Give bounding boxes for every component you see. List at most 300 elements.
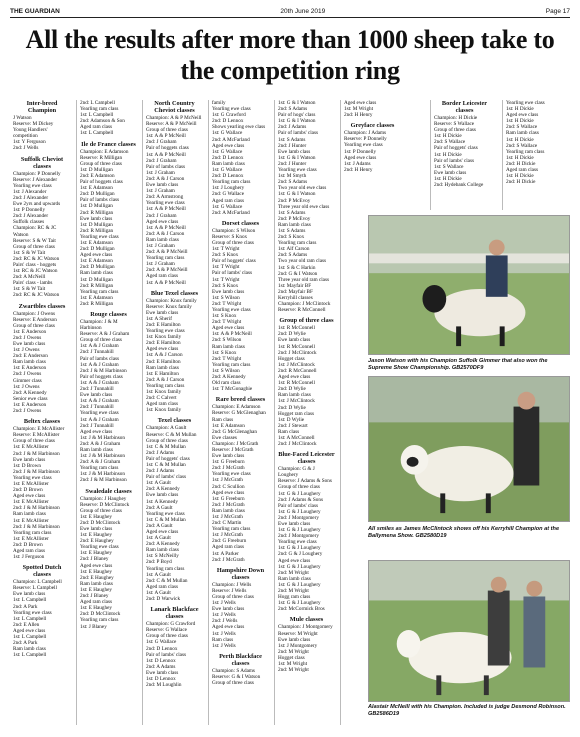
result-line: Group of three class xyxy=(146,437,188,444)
result-line: Hogget class xyxy=(278,355,305,362)
result-line: Aged ram class xyxy=(506,167,538,174)
result-line: 2nd: J Montgomery xyxy=(278,514,319,521)
result-line: 1st: E McAllister xyxy=(13,535,49,542)
result-line: Yearling ewe class xyxy=(80,410,119,417)
result-line: Aged ewe class xyxy=(80,562,113,569)
result-line: Pairs' class - lambs xyxy=(13,280,53,287)
result-line: 2nd: G McGlenaghan xyxy=(212,428,257,435)
section-title: Mule classes xyxy=(289,616,324,624)
result-line: 1st: E Haughey xyxy=(80,532,112,539)
result-line: Yearling ram class xyxy=(146,382,185,389)
result-line: 2nd: J & M Harbinson xyxy=(13,505,60,512)
result-line: Reserve: J McGrath xyxy=(212,446,254,453)
result-line: Yearling ram class xyxy=(80,288,119,295)
result-line: Yearling ram class xyxy=(146,565,185,572)
result-line: 1st: A & P McNeill xyxy=(146,279,186,286)
result-line: J Watson xyxy=(13,115,32,121)
result-line: 2nd: G & J Loughery xyxy=(278,551,323,558)
result-line: Reserve: J Adams & Sons xyxy=(278,478,332,485)
result-line: 1st: A Gault xyxy=(146,535,171,542)
results-column-7 xyxy=(430,100,498,210)
result-line: Pair of hoggets' class xyxy=(146,455,190,462)
result-line: 1st: J Wells xyxy=(212,630,236,637)
result-line: Ewe lamb class xyxy=(146,669,179,676)
result-line: 2nd: J Owens xyxy=(13,408,42,415)
result-line: Pair of hogs' class xyxy=(278,112,316,119)
result-line: 2nd: J McGrath xyxy=(212,501,245,508)
result-line: Yearling ram class xyxy=(212,526,251,533)
result-line: 1st: E Haughey xyxy=(80,550,112,557)
result-line: 1st: A & P McNeill xyxy=(146,133,186,140)
result-line: 2nd: D Lennox xyxy=(212,154,244,161)
result-line: 2nd: D McClintock xyxy=(80,611,121,618)
result-line: 1st: G Wallace xyxy=(212,148,243,155)
result-line: 1st: S Knox xyxy=(212,313,237,320)
result-line: 2nd: Mayfair BF xyxy=(278,288,313,295)
result-line: 2nd: R Milligan xyxy=(80,227,114,234)
result-line: Yearling ram class xyxy=(80,617,119,624)
result-line: 1st: J Graham xyxy=(146,188,175,195)
result-line: 1st: J Wells xyxy=(212,600,236,607)
result-line: 1st: RC & JC Watson xyxy=(13,268,58,275)
result-line: 1st: H Dickie xyxy=(506,118,534,125)
result-line: 2nd: D Wylie xyxy=(278,404,306,411)
result-line: 2nd: A Kennedy xyxy=(13,389,47,396)
result-line: Group of three class xyxy=(212,239,254,246)
result-line: 2nd: RC & JC Watson xyxy=(13,255,60,262)
result-line: Reserve: G McGlenaghan xyxy=(212,410,266,417)
result-line: 2nd: R Milligan xyxy=(80,300,114,307)
result-line: 1st: H Dickie xyxy=(434,175,462,182)
result-line: 2nd: P McEvoy xyxy=(278,197,311,204)
result-line: 2nd: E Hamilton xyxy=(146,322,181,328)
result-line: Champion: E Adamson xyxy=(212,404,261,411)
result-line: Ewe lamb class xyxy=(13,341,46,347)
result-line: Group of three class xyxy=(146,633,188,640)
result-line: 1st: J Owens xyxy=(13,347,40,354)
result-line: 1st: S McNeilly xyxy=(146,553,179,560)
result-line: 1st: G Wallace xyxy=(212,167,243,174)
result-line: Champion: J McClintock xyxy=(278,301,331,308)
result-line: 2nd: E Allen xyxy=(13,621,40,628)
result-line: 1st: A & J Graham xyxy=(80,343,119,350)
result-line: Ewe 2yrs and upwards xyxy=(13,201,61,208)
result-line: 1st: E Adamson xyxy=(80,185,113,192)
result-line: 2nd: J & M Harbinson xyxy=(13,468,60,475)
result-line: Aged ram class xyxy=(146,401,178,408)
section-title: Suffolk Cheviot classes xyxy=(20,155,64,170)
result-line: Ewe lamb class xyxy=(146,492,179,499)
results-column-5 xyxy=(274,100,338,725)
result-line: 2nd: J McGrath xyxy=(212,556,245,563)
result-line: Champion: E McAllister xyxy=(13,426,65,433)
result-line: 1st: A Gault xyxy=(146,589,171,596)
result-line: 2nd: J Tunnahill xyxy=(80,422,114,429)
result-line: Ram lamb class xyxy=(13,511,46,518)
result-line: 2nd: C Calvert xyxy=(146,395,177,402)
result-line: Group of three class xyxy=(146,127,188,134)
result-line: Yearling ewe class xyxy=(146,328,185,335)
result-line: 2nd: S Adams xyxy=(278,179,308,186)
result-line: 1st: H Dickie xyxy=(506,136,534,143)
result-line: 1st: S & W Tait xyxy=(13,249,46,256)
section-title: Beltex classes xyxy=(23,418,61,426)
section-title: Rare breed classes xyxy=(215,396,266,404)
result-line: Pair of lambs' class xyxy=(278,502,318,509)
section-title: Perth Blackface classes xyxy=(219,652,262,667)
result-line: Aged ram class xyxy=(80,599,112,606)
result-line: Yearling ewe class xyxy=(344,142,383,149)
result-line: 1st: T Wright xyxy=(212,276,240,283)
result-line: 1st: D Mulligan xyxy=(80,221,113,228)
result-line: 1st: L Campbell xyxy=(13,652,47,659)
section-title: Inter-breed Champion xyxy=(26,100,58,114)
photo-kerryhill-champion xyxy=(368,376,570,522)
result-line: 1st: D Mulligan xyxy=(80,203,113,210)
result-line: Aged ewe class xyxy=(146,529,179,535)
result-line: 2nd: L Campbell xyxy=(80,100,115,106)
result-line: 1st: G & J Loughery xyxy=(278,490,321,497)
result-line: 1st: G & J Loughery xyxy=(278,527,321,534)
result-line: Yearling ram class xyxy=(80,465,119,472)
result-line: Pair of lambs' class xyxy=(278,130,318,137)
result-line: Suffolk classes xyxy=(13,219,45,226)
result-line: 1st: A & P McNeill xyxy=(146,224,186,231)
result-line: Reserve: S Wallace xyxy=(434,121,475,128)
issue-date: 20th June 2019 xyxy=(280,8,326,15)
result-line: Champion: J Adams xyxy=(344,130,387,137)
result-line: 2nd: J Tunnahill xyxy=(80,404,114,411)
result-line: 2nd: S Adams xyxy=(278,106,308,113)
result-line: Group of three class xyxy=(80,507,122,514)
result-line: 2nd: J McGrath xyxy=(212,465,245,472)
result-line: 1st: T McGonaghie xyxy=(212,386,253,393)
result-line: 1st: J Wells xyxy=(212,612,236,619)
result-line: 2nd: J Montgomery xyxy=(278,533,319,540)
result-line: Aged ewe class xyxy=(13,627,46,634)
result-line: 1st: H Dickie xyxy=(506,173,534,180)
result-line: 2nd: T Wright xyxy=(212,355,242,362)
result-line: 2nd: A & J Carson xyxy=(146,230,185,237)
result-line: 1st: E Adamson xyxy=(80,239,113,246)
result-line: 2nd: E Haughey xyxy=(80,574,114,581)
result-line: 2nd: J Wells xyxy=(13,145,39,152)
photo-north-country-cheviot-champion xyxy=(368,560,570,702)
caption-suffolk-champion: Jason Watson with his Champion Suffolk Gimmer that also won the Supreme Show Championship. GB2570DF9 xyxy=(368,358,548,371)
result-line: 2nd: E Anderson xyxy=(13,353,48,360)
result-line: 1st: A & P McNeill xyxy=(212,331,252,338)
result-line: 2nd: J Wells xyxy=(212,618,238,625)
result-line: 2nd: S Knox xyxy=(212,252,239,259)
result-line: Group of three class xyxy=(13,243,55,250)
result-line: 1st: S Wallace xyxy=(434,163,464,170)
result-line: 1st: H Dickie xyxy=(506,154,534,161)
result-line: 1st: D Wylie xyxy=(278,416,305,423)
result-line: Group of three class xyxy=(212,593,254,600)
result-line: 2nd: E Adamson xyxy=(80,172,115,179)
result-line: 1st: J Loughery xyxy=(212,185,245,192)
result-line: 2nd: R McConnell xyxy=(278,367,317,374)
result-line: 2nd: A Kennedy xyxy=(212,374,246,381)
result-line: Ewe lamb class xyxy=(13,591,46,598)
result-line: Ram lamb class xyxy=(80,446,113,453)
result-line: 1st: A Parker xyxy=(212,550,239,557)
result-line: 2nd: S Wallace xyxy=(506,142,538,149)
result-line: 1st: S Wilson xyxy=(212,294,240,301)
section-title: Rouge classes xyxy=(90,311,127,318)
result-line: Yearling ewe class xyxy=(212,471,251,478)
result-line: 1st: A Gault xyxy=(146,480,171,487)
result-line: Champion: P Donnelly xyxy=(13,170,61,177)
result-line: Yearling ram class xyxy=(212,179,251,186)
section-title: Spotted Dutch classes xyxy=(22,564,62,579)
result-line: 1st: M Wright xyxy=(344,106,374,113)
result-line: 2nd: T Wright xyxy=(212,319,242,326)
result-line: 2nd: A & J Graham xyxy=(80,459,121,466)
result-line: 1st: G Freeburn xyxy=(212,495,245,502)
headline: All the results after more than 1000 sheep take to the competition ring xyxy=(25,25,555,85)
result-line: Aged ewe class xyxy=(506,112,539,119)
result-line: 1st: E Adamson xyxy=(212,422,245,429)
result-line: Champion: A Gault xyxy=(146,425,187,432)
section-title: Hampshire Down classes xyxy=(216,566,265,581)
results-column-4 xyxy=(208,100,272,725)
result-line: 1st: J Graham xyxy=(146,261,175,268)
result-line: Kerryhill classes xyxy=(278,295,313,301)
result-line: Champion: RC & JC Watson xyxy=(13,225,57,238)
result-line: 2nd: A & P McNeill xyxy=(146,267,188,274)
result-line: 2nd: C Scullion xyxy=(212,483,245,490)
result-line: 1st: J McClintock xyxy=(278,398,315,405)
result-line: Reserve: S Knox xyxy=(212,233,248,240)
result-line: 1st: H Dickie xyxy=(434,151,462,158)
result-line: 1st: G Wallace xyxy=(212,203,243,210)
result-line: 2nd: J & M Harbinson xyxy=(13,450,60,457)
result-line: Pair of lambs' class xyxy=(146,474,186,481)
result-line: 1st: L Campbell xyxy=(13,597,47,604)
result-line: 1st: J McClintock xyxy=(278,361,315,368)
result-line: 2nd: J Alexander xyxy=(13,213,49,220)
result-line: 1st: L Campbell xyxy=(13,634,47,641)
result-line: 2nd: E Hamilton xyxy=(146,340,181,347)
result-line: 2nd: C Martin xyxy=(212,520,242,527)
result-line: Ram lamb class xyxy=(80,580,113,587)
result-line: Ram lamb class xyxy=(278,392,311,399)
result-line: 2nd: S Knox xyxy=(278,234,305,241)
result-line: 2nd: H Dickie xyxy=(506,179,536,186)
result-line: 2nd: A Armstrong xyxy=(146,194,184,201)
result-line: 2nd: J Hunter xyxy=(278,160,307,167)
result-line: 2nd: D Lennox xyxy=(146,645,178,652)
result-line: Reserve: R McConnell xyxy=(278,307,326,314)
result-line: 2nd: J Owens xyxy=(13,371,42,378)
result-line: Reserve: G Wallace xyxy=(146,627,187,634)
result-line: Three year old ram class xyxy=(278,276,329,283)
result-line: 2nd: G & I Watson xyxy=(278,270,318,277)
result-line: Ewe lamb class xyxy=(13,456,46,463)
result-line: Reserve: Knox family xyxy=(146,303,192,310)
section-title: Dorset classes xyxy=(221,219,260,227)
result-line: 1st: G Wallace xyxy=(146,639,177,646)
result-line: 1st: J Graham xyxy=(146,242,175,249)
result-line: Champion: G & J Loughery xyxy=(278,466,315,479)
result-line: 1st: J Wells xyxy=(212,642,236,649)
result-line: Yearling ram class xyxy=(146,255,185,262)
result-line: Ewe lamb class xyxy=(212,453,245,460)
result-line: Reserve: E McAllister xyxy=(13,432,60,439)
result-line: 1st: E McAllister xyxy=(13,517,49,524)
result-line: 1st: E Anderson xyxy=(13,365,47,372)
result-line: Ewe lamb class xyxy=(80,526,113,532)
result-line: 1st: H Dickie xyxy=(506,106,534,113)
result-line: 1st: J Owens xyxy=(13,383,40,390)
result-line: 1st: A & J Carson xyxy=(146,352,183,359)
masthead xyxy=(10,4,570,18)
result-line: 2nd: D Mulligan xyxy=(80,246,115,253)
result-line: Reserve: G & I Watson xyxy=(212,673,261,680)
result-line: 1st: G & J Loughery xyxy=(278,600,321,607)
result-line: 1st: T Wright xyxy=(212,246,240,253)
section-title: Zwartbles classes xyxy=(18,302,66,310)
results-column-2 xyxy=(76,100,140,725)
result-line: Ram lamb class xyxy=(212,160,245,167)
result-line: 2nd: J Tunnahill xyxy=(80,349,114,356)
result-line: 2nd: M Wright xyxy=(278,667,309,674)
section-title: Lanark Blackface classes xyxy=(150,606,199,621)
result-line: 1st: E McAllister xyxy=(13,480,49,487)
section-title: Blue Texel classes xyxy=(150,289,199,297)
result-line: 2nd: RC & JC Watson xyxy=(13,292,60,299)
result-line: Yearling ram class xyxy=(212,361,251,368)
result-line: 1st: J McGrath xyxy=(212,532,243,539)
result-line: 1st: P Donnelly xyxy=(344,148,377,155)
result-line: 1st: A McConnell xyxy=(278,434,315,441)
result-line: Aged ram class xyxy=(146,583,178,590)
result-line: Pair of lambs class xyxy=(80,197,120,204)
result-line: Ewe lamb class xyxy=(146,182,179,189)
result-line: 2nd: D Wylie xyxy=(278,386,306,393)
result-line: 2nd: A McNeill xyxy=(13,274,46,281)
result-line: Group of three class xyxy=(13,322,55,329)
result-line: 2nd: Hydebank College xyxy=(434,182,484,189)
result-line: 1st: A Kennedy xyxy=(146,498,178,505)
result-line: Ewe lamb class xyxy=(434,169,467,176)
result-line: 1st: A & J Graham xyxy=(80,398,119,405)
result-line: 1st: D Brown xyxy=(13,462,41,469)
result-line: 2nd: J Alexander xyxy=(13,194,49,201)
photo-suffolk-champion xyxy=(368,215,570,355)
result-line: Yearling ram class xyxy=(278,240,317,247)
result-line: Champion: G Crawford xyxy=(146,621,196,628)
result-line: Aged ewe class xyxy=(146,218,179,225)
result-line: 1st: L Campbell xyxy=(13,615,47,622)
result-line: 2nd: H Dickie xyxy=(506,160,536,167)
result-line: Champion: J McGrath xyxy=(212,440,259,447)
result-line: 1st: A & P McNeill xyxy=(146,206,186,213)
result-line: 2nd: A McFarland xyxy=(212,209,250,216)
result-line: Reserve: E Anderson xyxy=(13,316,57,323)
result-line: Aged ewe class xyxy=(344,100,377,106)
result-line: Reserve: J Wells xyxy=(212,587,247,594)
result-line: 2nd: D McClintock xyxy=(80,519,121,526)
result-line: Ewe classes xyxy=(212,434,237,441)
result-line: 2nd: D Lennox xyxy=(212,173,244,180)
result-line: 2nd: J Adams & Sons xyxy=(278,496,323,503)
result-line: 2nd: J Adams xyxy=(278,124,307,131)
result-line: Group of three class xyxy=(80,337,122,344)
result-line: 1st: D Lennox xyxy=(146,675,176,682)
result-line: 2nd: G Wallace xyxy=(212,191,245,198)
result-line: 2nd: J Adams xyxy=(146,468,175,475)
result-line: 2nd: J & M Harbinson xyxy=(80,367,127,374)
results-column-1 xyxy=(10,100,74,725)
result-line: Ram lamb class xyxy=(13,359,46,366)
result-line: 1st: G & J Loughery xyxy=(278,563,321,570)
page-number: Page 17 xyxy=(545,8,570,15)
result-line: 1st: L Campbell xyxy=(80,112,114,119)
result-line: Champion: S Wilson xyxy=(212,227,256,234)
result-line: Hogg ram class xyxy=(278,594,311,601)
result-line: Champion: E Adamson xyxy=(80,148,129,155)
caption-north-country-cheviot-champion: Alastair McNeill with his Champion. Included is judge Desmond Robinson. GB2586D19 xyxy=(368,704,566,717)
result-line: 2nd: D Warwick xyxy=(146,596,181,603)
result-line: 2nd: M Wright xyxy=(278,588,309,595)
result-line: family xyxy=(212,100,226,106)
result-line: Ewe lamb class xyxy=(212,288,245,295)
result-line: Group of three class xyxy=(278,484,320,491)
result-line: Champion: L Campbell xyxy=(13,579,62,586)
result-line: Ram class xyxy=(212,636,234,643)
result-line: 1st: M Smyth xyxy=(278,173,307,180)
result-line: 1st: E McAllister xyxy=(13,499,49,506)
result-line: 1st: G & I Watson xyxy=(278,154,316,161)
result-line: Aged ewe class xyxy=(278,557,311,564)
result-line: 2nd: Adamson & Son xyxy=(80,118,125,125)
result-line: Yearling ewe class xyxy=(506,100,545,106)
result-line: Ewe lamb class xyxy=(278,337,311,344)
result-line: 2nd: A & P McNeill xyxy=(146,249,188,256)
section-title: Ile de France classes xyxy=(81,140,136,148)
result-line: 2nd: M Loughlin xyxy=(146,682,182,689)
result-line: Gimmer class xyxy=(13,377,42,384)
result-line: 2nd: J Graham xyxy=(146,157,177,164)
result-line: Aged ram class xyxy=(80,124,112,131)
result-line: 2nd: S Wallace xyxy=(506,124,538,131)
result-line: 2nd: A & J Graham xyxy=(80,440,121,447)
result-line: Yearling ewe class xyxy=(212,307,251,313)
result-line: 1st: C & M Mullan xyxy=(146,443,186,450)
result-line: 2nd: C & M Mullan xyxy=(146,577,188,584)
result-line: Ewe lamb class xyxy=(146,309,179,316)
result-line: 2nd: J Blaney xyxy=(80,556,109,563)
result-line: 2nd: A Park xyxy=(13,603,38,610)
result-line: 1st: Mayfair BF xyxy=(278,282,312,289)
result-line: 1st: C & M Mullan xyxy=(146,516,186,523)
result-line: Reserve: S & W Tait xyxy=(13,237,56,244)
result-line: Champion: J Wells xyxy=(212,581,252,588)
result-line: 1st: J McGrath xyxy=(212,477,243,484)
result-line: 1st: G & I Watson xyxy=(278,100,316,106)
result-line: 1st: S Wilson xyxy=(212,367,240,374)
result-line: Ewe lamb class xyxy=(80,392,113,399)
result-line: 1st: E Anderson xyxy=(13,401,47,408)
result-line: 1st: G Wallace xyxy=(212,130,243,137)
result-line: 2nd: D Wylie xyxy=(278,331,306,338)
result-line: 2nd: J Owens xyxy=(13,334,42,341)
result-line: 1st: T Wright xyxy=(212,264,240,271)
result-line: Ewe lamb class xyxy=(278,636,311,643)
result-line: Yearling ewe class xyxy=(146,510,185,517)
